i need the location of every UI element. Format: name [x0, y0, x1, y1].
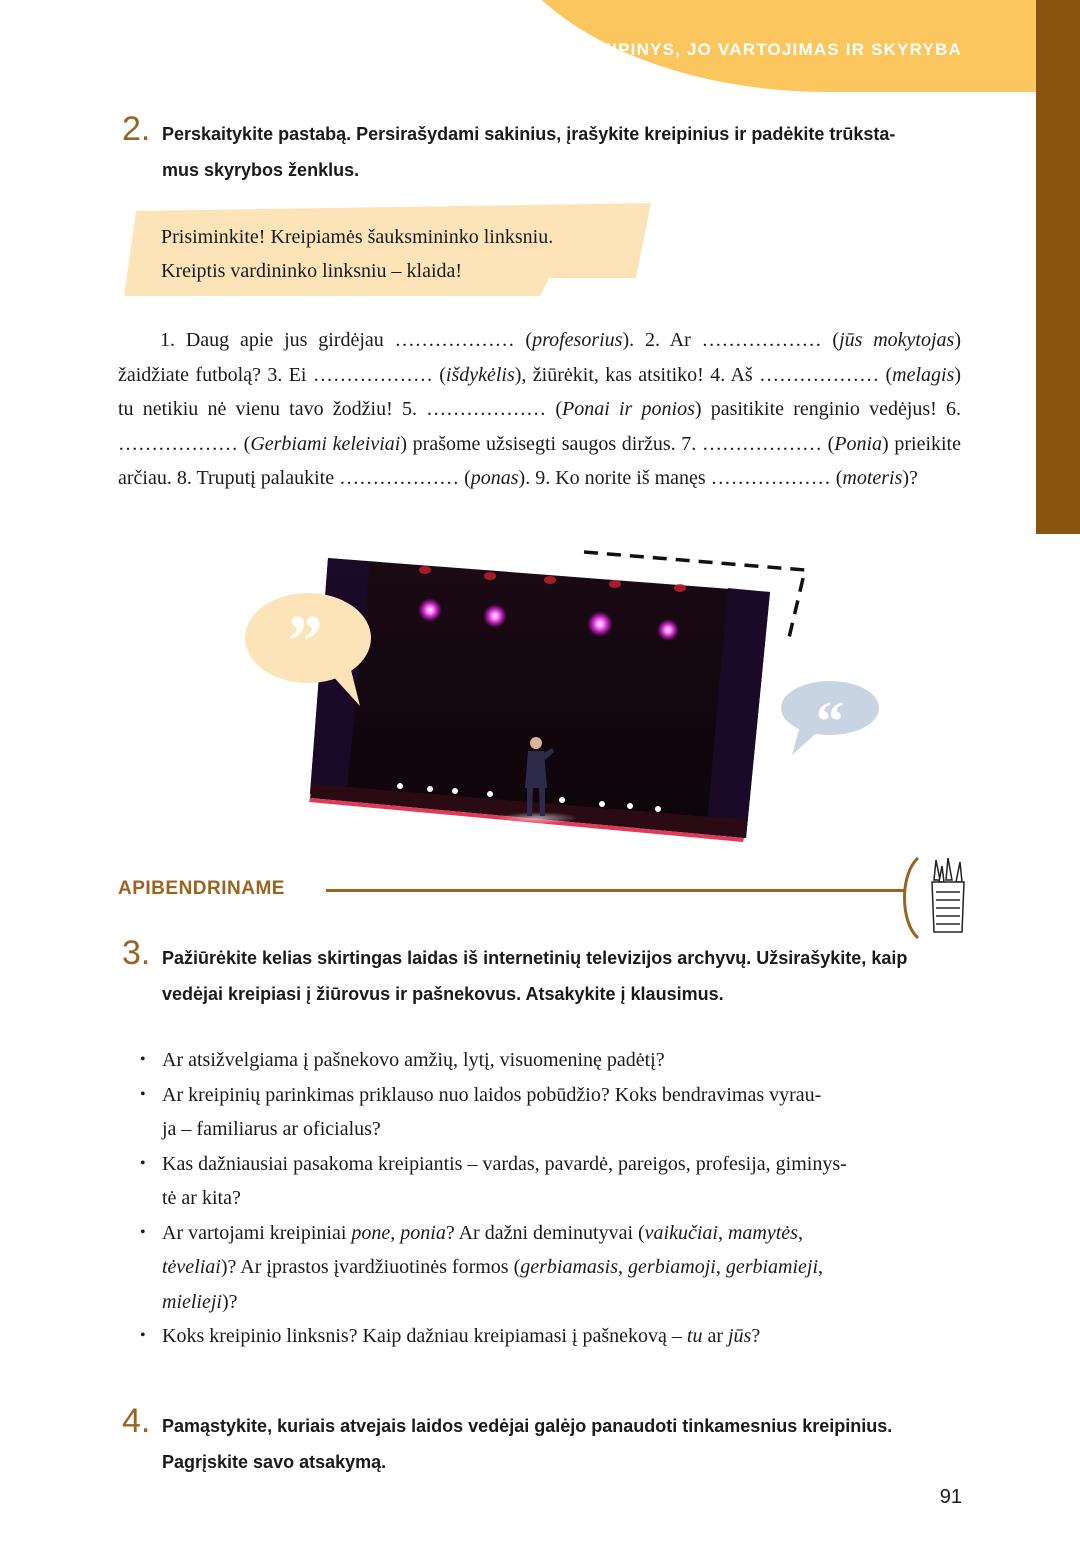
stage-photo — [309, 558, 770, 842]
note-line-1: Prisiminkite! Kreipiamės šauksmininko linksniu. — [161, 226, 554, 248]
task-4-line-2: Pagrįskite savo atsakymą. — [162, 1452, 387, 1472]
task-4-line-1: Pamąstykite, kuriais atvejais laidos vedėjai galėjo panaudoti tinkamesnius kreipinius. — [162, 1416, 893, 1436]
task-4-instruction — [162, 1408, 962, 1480]
task-3-number: 3. — [122, 934, 151, 972]
task-3-line-2: vedėjai kreipiasi į žiūrovus ir pašnekovus. Atsakykite į klausimus. — [162, 984, 724, 1004]
svg-text:“: “ — [816, 691, 844, 753]
list-item: • Ar kreipinių parinkimas priklauso nuo laidos pobūdžio? Koks bendravimas vyrau- ja – familiarus ar oficialus? — [140, 1083, 822, 1140]
page-number: 91 — [939, 1486, 962, 1508]
hint-word: Ponia — [834, 432, 883, 455]
speech-bubble-left — [245, 593, 371, 706]
list-item: • Kas dažniausiai pasakoma kreipiantis – vardas, pavardė, pareigos, profesija, giminys- tė ar kita? — [140, 1152, 847, 1209]
hint-word: melagis — [892, 363, 955, 386]
hint-word: Gerbiami keleiviai — [250, 432, 401, 455]
task-4-number: 4. — [122, 1402, 151, 1440]
task-2-line-2: mus skyrybos ženklus. — [162, 160, 360, 180]
list-item: • Ar vartojami kreipiniai pone, ponia? Ar dažni deminutyvai (vaikučiai, mamytės, tėveliai)? Ar įprastos įvardžiuotinės formos (gerbiamasis, gerbiamoji, gerbiamieji, mielieji)? — [140, 1221, 824, 1313]
reminder-note — [124, 203, 652, 297]
task-2-number: 2. — [122, 110, 151, 148]
exercise-sentences: 1. Daug apie jus girdėjau ……………… (profesorius). 2. Ar ……………… (jūs mokytojas) žaidžiate futbolą? 3. Ei ……………… (išdykėlis), žiūrėkit, kas atsitiko! 4. Aš ……………… (melagis) tu netikiu nė vienu tavo žodžiu! 5. ……………… (Ponai ir ponios) pasitikite renginio vedėjus! 6. ……………… (Gerbiami keleiviai) prašome užsisegti saugos diržus. 7. ……………… (Ponia) prieikite arčiau. 8. Truputį palaukite ……………… (ponas). 9. Ko norite iš manęs ……………… (moteris)? — [118, 329, 962, 489]
stage-photo-illustration — [240, 548, 890, 848]
hint-word: jūs mokytojas — [839, 329, 955, 351]
hint-word: ponas — [470, 467, 519, 489]
task-2-instruction — [162, 116, 962, 188]
task-3-line-1: Pažiūrėkite kelias skirtingas laidas iš internetinių televizijos archyvų. Užsirašykite, kaip — [162, 948, 908, 968]
note-line-2: Kreiptis vardininko linksniu – klaida! — [161, 260, 463, 282]
svg-text:”: ” — [283, 601, 321, 683]
question-list — [140, 1043, 960, 1354]
pencil-cup-icon — [896, 852, 976, 942]
speech-bubble-right — [781, 681, 879, 755]
list-item: • Koks kreipinio linksnis? Kaip dažniau kreipiamasi į pašnekovą – tu ar jūs? — [140, 1325, 761, 1347]
hint-word: Ponai ir ponios — [562, 398, 695, 420]
chapter-title: KREIPINYS, JO VARTOJIMAS IR SKYRYBA — [572, 40, 962, 59]
section-label: APIBENDRINAME — [118, 878, 285, 899]
task-2-line-1: Perskaitykite pastabą. Persirašydami sakinius, įrašykite kreipinius ir padėkite trūksta- — [162, 124, 896, 144]
list-item: • Ar atsižvelgiama į pašnekovo amžių, lytį, visuomeninę padėtį? — [140, 1049, 665, 1071]
chapter-side-tab — [1036, 0, 1080, 534]
section-divider — [326, 889, 906, 892]
task-3-instruction — [162, 940, 962, 1012]
hint-word: profesorius — [532, 329, 623, 351]
hint-word: moteris — [842, 467, 903, 489]
hint-word: išdykėlis — [445, 363, 515, 386]
